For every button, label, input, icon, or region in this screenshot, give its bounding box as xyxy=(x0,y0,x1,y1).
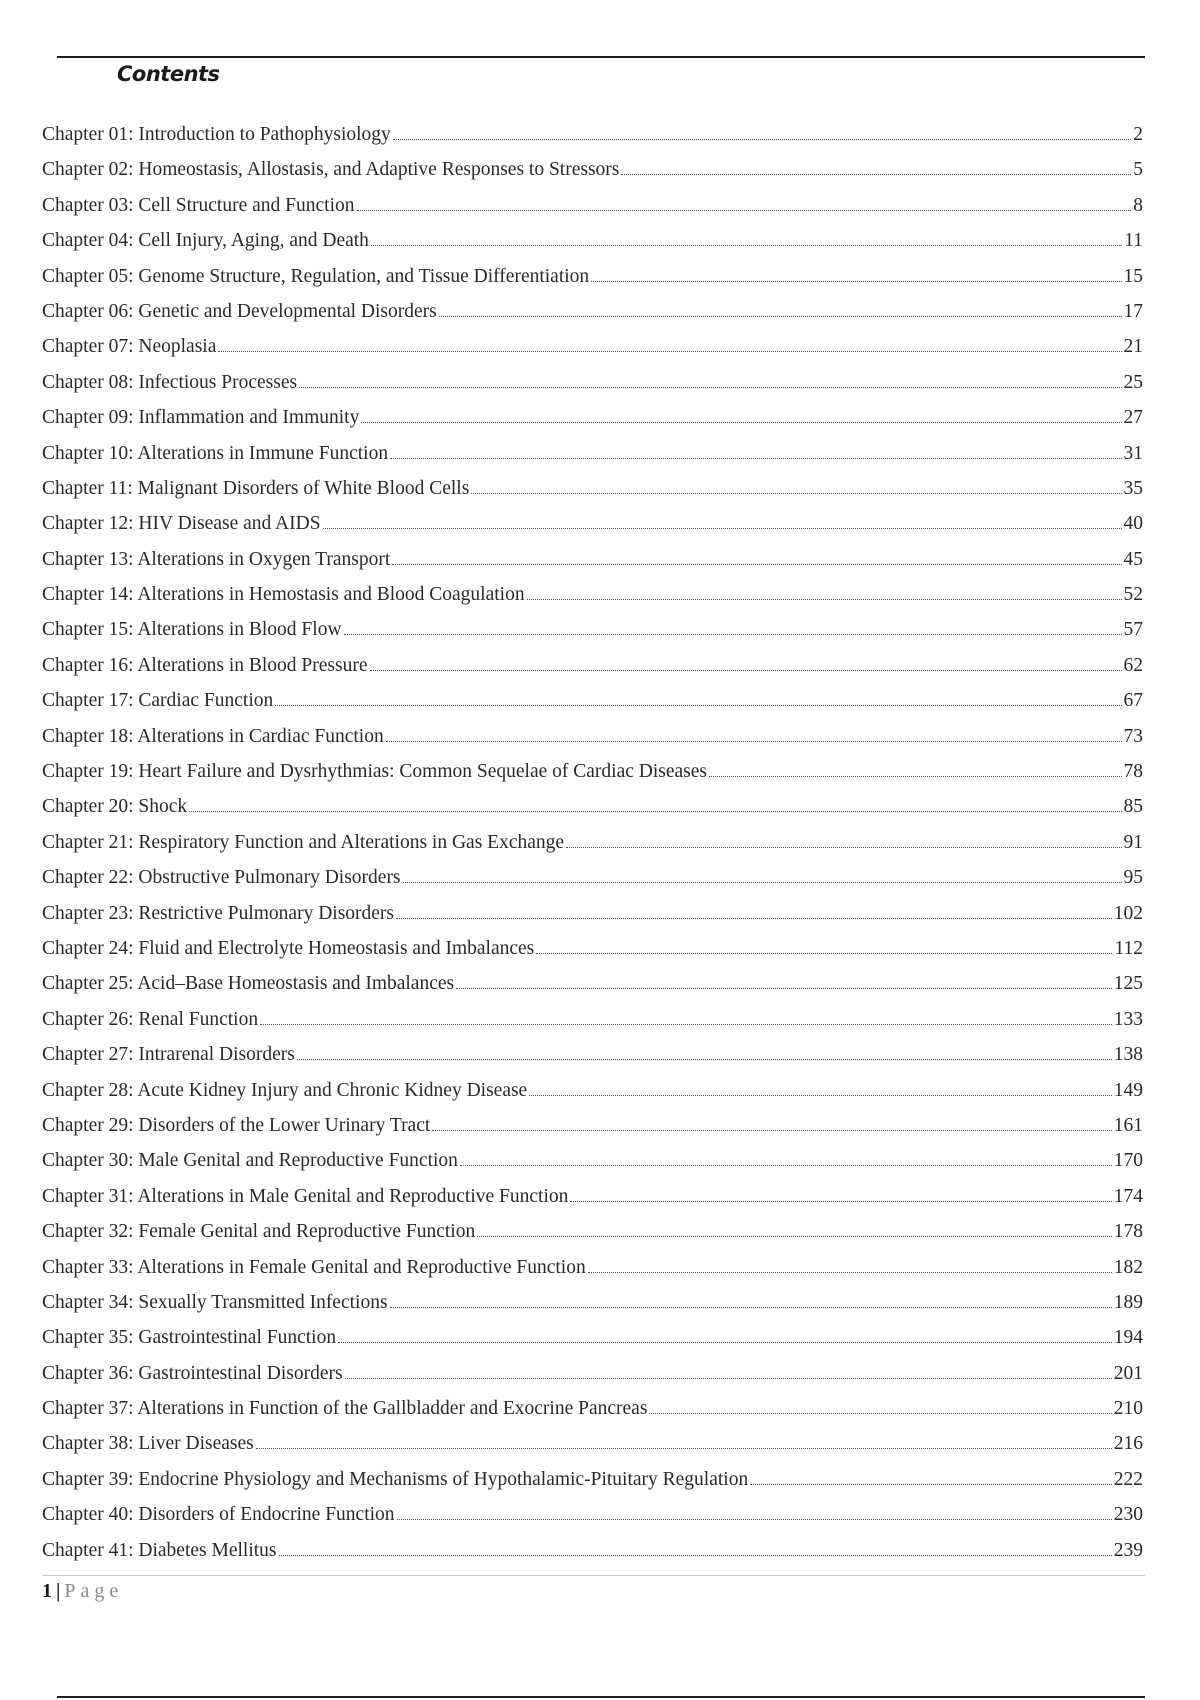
toc-entry[interactable] xyxy=(42,931,1143,966)
toc-entry-page: 5 xyxy=(1133,159,1143,181)
toc-entry-title: Chapter 24: Fluid and Electrolyte Homeostasis and Imbalances xyxy=(42,937,535,959)
toc-entry-title: Chapter 33: Alterations in Female Genital and Reproductive Function xyxy=(42,1256,586,1278)
toc-dot-leader xyxy=(566,847,1121,848)
toc-entry[interactable] xyxy=(42,1179,1143,1214)
toc-entry-page: 125 xyxy=(1113,973,1143,995)
toc-entry[interactable] xyxy=(42,577,1143,612)
toc-entry-title: Chapter 19: Heart Failure and Dysrhythmias: Common Sequelae of Cardiac Diseases xyxy=(42,761,707,783)
toc-entry[interactable] xyxy=(42,1497,1143,1532)
toc-entry-page: 189 xyxy=(1113,1291,1143,1313)
toc-entry-title: Chapter 10: Alterations in Immune Function xyxy=(42,442,389,464)
toc-dot-leader xyxy=(256,1448,1112,1449)
toc-dot-leader xyxy=(390,1307,1112,1308)
toc-entry-page: 216 xyxy=(1113,1433,1143,1455)
toc-entry-page: 35 xyxy=(1123,477,1143,499)
toc-entry[interactable] xyxy=(42,1391,1143,1426)
toc-entry-page: 57 xyxy=(1123,619,1143,641)
toc-entry-title: Chapter 31: Alterations in Male Genital and Reproductive Function xyxy=(42,1185,569,1207)
toc-dot-leader xyxy=(345,1378,1112,1379)
toc-entry-title: Chapter 11: Malignant Disorders of White Blood Cells xyxy=(42,477,470,499)
toc-entry[interactable] xyxy=(42,825,1143,860)
toc-entry-title: Chapter 16: Alterations in Blood Pressure xyxy=(42,654,368,676)
toc-dot-leader xyxy=(471,493,1121,494)
toc-entry[interactable] xyxy=(42,506,1143,541)
toc-entry-page: 15 xyxy=(1123,265,1143,287)
toc-entry-title: Chapter 20: Shock xyxy=(42,796,188,818)
toc-entry[interactable] xyxy=(42,400,1143,435)
toc-dot-leader xyxy=(570,1201,1111,1202)
toc-entry-title: Chapter 07: Neoplasia xyxy=(42,336,217,358)
page-separator: | xyxy=(56,1580,61,1602)
toc-entry-page: 62 xyxy=(1123,654,1143,676)
toc-entry[interactable] xyxy=(42,152,1143,187)
toc-entry[interactable] xyxy=(42,188,1143,223)
toc-entry-title: Chapter 05: Genome Structure, Regulation, and Tissue Differentiation xyxy=(42,265,590,287)
page-number: 1 xyxy=(42,1580,52,1602)
toc-entry[interactable] xyxy=(42,471,1143,506)
toc-dot-leader xyxy=(386,741,1122,742)
toc-dot-leader xyxy=(338,1342,1112,1343)
toc-entry-title: Chapter 40: Disorders of Endocrine Function xyxy=(42,1504,395,1526)
toc-entry-page: 222 xyxy=(1113,1468,1143,1490)
toc-entry-title: Chapter 21: Respiratory Function and Alterations in Gas Exchange xyxy=(42,831,565,853)
toc-entry-title: Chapter 15: Alterations in Blood Flow xyxy=(42,619,342,641)
toc-entry[interactable] xyxy=(42,789,1143,824)
toc-entry[interactable] xyxy=(42,542,1143,577)
toc-entry-title: Chapter 12: HIV Disease and AIDS xyxy=(42,513,321,535)
toc-dot-leader xyxy=(297,1059,1112,1060)
toc-entry-page: 85 xyxy=(1123,796,1143,818)
toc-entry[interactable] xyxy=(42,1356,1143,1391)
toc-dot-leader xyxy=(361,422,1121,423)
toc-entry-page: 161 xyxy=(1113,1114,1143,1136)
toc-entry-page: 40 xyxy=(1123,513,1143,535)
toc-entry-page: 178 xyxy=(1113,1221,1143,1243)
toc-entry-title: Chapter 37: Alterations in Function of the Gallbladder and Exocrine Pancreas xyxy=(42,1398,648,1420)
toc-entry-title: Chapter 30: Male Genital and Reproductive Function xyxy=(42,1150,458,1172)
toc-entry-title: Chapter 23: Restrictive Pulmonary Disorders xyxy=(42,902,395,924)
toc-entry[interactable] xyxy=(42,754,1143,789)
toc-dot-leader xyxy=(403,882,1122,883)
toc-entry[interactable] xyxy=(42,648,1143,683)
toc-entry-page: 201 xyxy=(1113,1362,1143,1384)
toc-entry-page: 11 xyxy=(1124,230,1143,252)
toc-entry[interactable] xyxy=(42,365,1143,400)
toc-dot-leader xyxy=(218,351,1121,352)
page-label: Page xyxy=(64,1580,124,1602)
toc-dot-leader xyxy=(621,174,1131,175)
toc-dot-leader xyxy=(299,387,1121,388)
toc-entry-title: Chapter 13: Alterations in Oxygen Transport xyxy=(42,548,391,570)
toc-entry[interactable] xyxy=(42,1320,1143,1355)
toc-entry-title: Chapter 02: Homeostasis, Allostasis, and Adaptive Responses to Stressors xyxy=(42,159,620,181)
toc-entry-title: Chapter 27: Intrarenal Disorders xyxy=(42,1044,295,1066)
table-of-contents xyxy=(42,117,1143,1568)
toc-dot-leader xyxy=(750,1484,1112,1485)
toc-entry[interactable] xyxy=(42,436,1143,471)
toc-entry-title: Chapter 18: Alterations in Cardiac Function xyxy=(42,725,384,747)
toc-dot-leader xyxy=(527,599,1122,600)
toc-dot-leader xyxy=(275,705,1121,706)
toc-entry-title: Chapter 17: Cardiac Function xyxy=(42,690,274,712)
toc-entry-page: 230 xyxy=(1113,1504,1143,1526)
toc-entry-title: Chapter 39: Endocrine Physiology and Mechanisms of Hypothalamic-Pituitary Regulation xyxy=(42,1468,749,1490)
toc-heading: Contents xyxy=(117,62,220,86)
toc-dot-leader xyxy=(189,811,1121,812)
toc-entry-page: 182 xyxy=(1113,1256,1143,1278)
toc-entry-title: Chapter 08: Infectious Processes xyxy=(42,371,298,393)
toc-entry-page: 174 xyxy=(1113,1185,1143,1207)
toc-dot-leader xyxy=(392,564,1121,565)
toc-entry-title: Chapter 03: Cell Structure and Function xyxy=(42,194,355,216)
toc-entry-page: 133 xyxy=(1113,1008,1143,1030)
toc-entry-title: Chapter 06: Genetic and Developmental Disorders xyxy=(42,300,437,322)
top-rule xyxy=(57,56,1145,58)
toc-entry[interactable] xyxy=(42,1214,1143,1249)
toc-dot-leader xyxy=(390,458,1121,459)
toc-dot-leader xyxy=(397,1519,1112,1520)
toc-entry-title: Chapter 04: Cell Injury, Aging, and Death xyxy=(42,230,369,252)
toc-dot-leader xyxy=(279,1555,1112,1556)
toc-entry-page: 21 xyxy=(1123,336,1143,358)
toc-dot-leader xyxy=(344,634,1122,635)
bottom-rule xyxy=(57,1696,1145,1698)
toc-dot-leader xyxy=(536,953,1112,954)
toc-entry[interactable] xyxy=(42,1426,1143,1461)
toc-entry[interactable] xyxy=(42,683,1143,718)
toc-entry[interactable] xyxy=(42,1037,1143,1072)
toc-dot-leader xyxy=(393,139,1131,140)
toc-dot-leader xyxy=(649,1413,1111,1414)
toc-entry-page: 45 xyxy=(1123,548,1143,570)
toc-entry-title: Chapter 22: Obstructive Pulmonary Disorders xyxy=(42,867,401,889)
toc-entry-page: 149 xyxy=(1113,1079,1143,1101)
toc-entry[interactable] xyxy=(42,1462,1143,1497)
toc-entry-page: 239 xyxy=(1113,1539,1143,1561)
toc-dot-leader xyxy=(456,988,1112,989)
toc-entry[interactable] xyxy=(42,1108,1143,1143)
toc-dot-leader xyxy=(591,281,1121,282)
toc-dot-leader xyxy=(477,1236,1112,1237)
toc-entry-title: Chapter 26: Renal Function xyxy=(42,1008,259,1030)
toc-dot-leader xyxy=(260,1024,1112,1025)
toc-entry[interactable] xyxy=(42,1143,1143,1178)
toc-dot-leader xyxy=(396,918,1112,919)
toc-entry-page: 52 xyxy=(1123,584,1143,606)
toc-entry-title: Chapter 14: Alterations in Hemostasis and Blood Coagulation xyxy=(42,584,525,606)
toc-entry-page: 67 xyxy=(1123,690,1143,712)
toc-dot-leader xyxy=(709,776,1122,777)
toc-entry[interactable] xyxy=(42,896,1143,931)
toc-entry-page: 31 xyxy=(1123,442,1143,464)
toc-entry-page: 25 xyxy=(1123,371,1143,393)
page-footer xyxy=(42,1578,123,1604)
toc-entry-title: Chapter 28: Acute Kidney Injury and Chronic Kidney Disease xyxy=(42,1079,528,1101)
toc-entry-title: Chapter 09: Inflammation and Immunity xyxy=(42,407,360,429)
toc-dot-leader xyxy=(370,670,1122,671)
toc-entry-title: Chapter 01: Introduction to Pathophysiology xyxy=(42,124,391,145)
toc-entry-page: 95 xyxy=(1123,867,1143,889)
toc-entry-page: 91 xyxy=(1123,831,1143,853)
toc-entry-title: Chapter 35: Gastrointestinal Function xyxy=(42,1327,337,1349)
toc-entry[interactable] xyxy=(42,117,1143,152)
toc-dot-leader xyxy=(323,528,1122,529)
toc-dot-leader xyxy=(371,245,1122,246)
toc-entry-page: 17 xyxy=(1123,300,1143,322)
toc-entry[interactable] xyxy=(42,329,1143,364)
toc-entry-page: 210 xyxy=(1113,1398,1143,1420)
toc-entry-page: 194 xyxy=(1113,1327,1143,1349)
toc-entry[interactable] xyxy=(42,294,1143,329)
toc-entry-title: Chapter 34: Sexually Transmitted Infections xyxy=(42,1291,388,1313)
toc-entry[interactable] xyxy=(42,966,1143,1001)
toc-entry-title: Chapter 36: Gastrointestinal Disorders xyxy=(42,1362,343,1384)
toc-entry-page: 170 xyxy=(1113,1150,1143,1172)
toc-entry[interactable] xyxy=(42,1002,1143,1037)
toc-entry-page: 27 xyxy=(1123,407,1143,429)
toc-entry-page: 2 xyxy=(1133,124,1143,145)
toc-dot-leader xyxy=(432,1130,1111,1131)
toc-entry-title: Chapter 41: Diabetes Mellitus xyxy=(42,1539,277,1561)
toc-dot-leader xyxy=(357,210,1132,211)
toc-entry-title: Chapter 32: Female Genital and Reproductive Function xyxy=(42,1221,476,1243)
toc-entry-title: Chapter 29: Disorders of the Lower Urinary Tract xyxy=(42,1114,431,1136)
toc-entry-page: 73 xyxy=(1123,725,1143,747)
toc-entry[interactable] xyxy=(42,1250,1143,1285)
toc-entry-page: 8 xyxy=(1133,194,1143,216)
toc-entry-page: 138 xyxy=(1113,1044,1143,1066)
toc-entry[interactable] xyxy=(42,612,1143,647)
toc-entry-page: 112 xyxy=(1114,937,1143,959)
footer-rule xyxy=(42,1575,1145,1576)
toc-entry[interactable] xyxy=(42,1073,1143,1108)
toc-entry[interactable] xyxy=(42,860,1143,895)
toc-dot-leader xyxy=(588,1272,1112,1273)
toc-dot-leader xyxy=(439,316,1122,317)
toc-entry[interactable] xyxy=(42,1533,1143,1568)
toc-entry[interactable] xyxy=(42,1285,1143,1320)
toc-dot-leader xyxy=(529,1095,1112,1096)
toc-entry[interactable] xyxy=(42,259,1143,294)
toc-entry-page: 78 xyxy=(1123,761,1143,783)
toc-entry-title: Chapter 25: Acid–Base Homeostasis and Imbalances xyxy=(42,973,455,995)
toc-dot-leader xyxy=(460,1165,1112,1166)
toc-entry[interactable] xyxy=(42,719,1143,754)
toc-entry-page: 102 xyxy=(1113,902,1143,924)
toc-entry[interactable] xyxy=(42,223,1143,258)
toc-entry-title: Chapter 38: Liver Diseases xyxy=(42,1433,254,1455)
